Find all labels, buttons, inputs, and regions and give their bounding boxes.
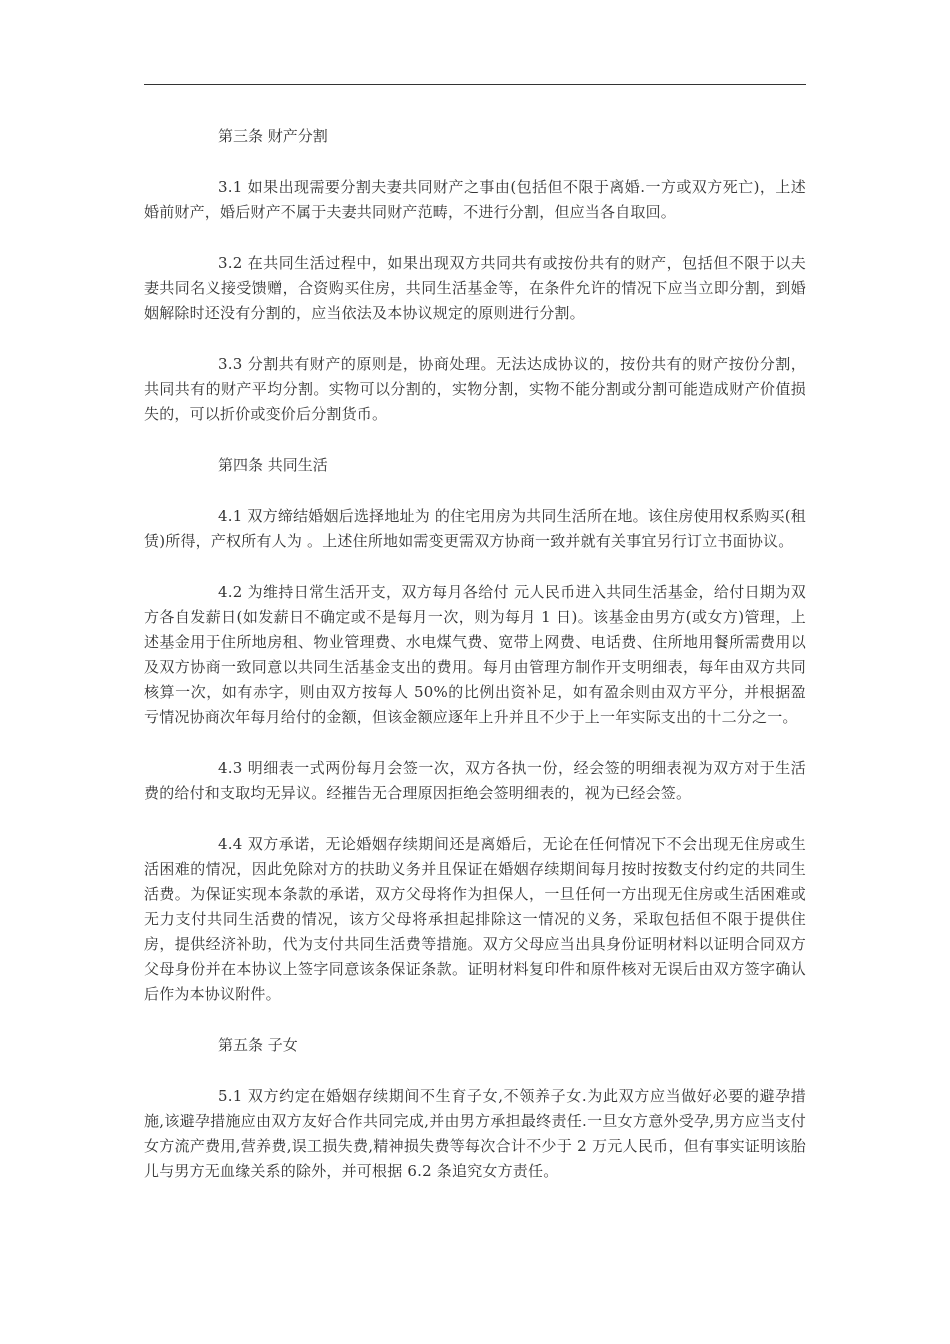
article-heading-3: 第三条 财产分割 bbox=[218, 127, 328, 145]
article-heading-5: 第五条 子女 bbox=[218, 1036, 298, 1054]
article-heading-4: 第四条 共同生活 bbox=[218, 456, 328, 474]
clause-4-2: 4.2 为维持日常生活开支，双方每月各给付 元人民币进入共同生活基金，给付日期为双方各自发薪日(如发薪日不确定或不是每月一次，则为每月 1 日)。该基金由男方(或女方)管理，上述基金用于住所地房租、物业管理费、水电煤气费、宽带上网费、电话费、住所地用餐所需费用以及双方协商一致同意以共同生活基金支出的费用。每月由管理方制作开支明细表，每年由双方共同核算一次，如有赤字，则由双方按每人 50%的比例出资补足，如有盈余则由双方平分，并根据盈亏情况协商次年每月给付的金额，但该金额应逐年上升并且不少于上一年实际支出的十二分之一。 bbox=[144, 583, 806, 726]
clause-3-3: 3.3 分割共有财产的原则是，协商处理。无法达成协议的，按份共有的财产按份分割，共同共有的财产平均分割。实物可以分割的，实物分割，实物不能分割或分割可能造成财产价值损失的，可以折价或变价后分割货币。 bbox=[144, 355, 806, 423]
clause-4-3: 4.3 明细表一式两份每月会签一次，双方各执一份，经会签的明细表视为双方对于生活费的给付和支取均无异议。经摧告无合理原因拒绝会签明细表的，视为已经会签。 bbox=[144, 759, 806, 802]
clause-5-1: 5.1 双方约定在婚姻存续期间不生育子女,不领养子女.为此双方应当做好必要的避孕措施,该避孕措施应由双方友好合作共同完成,并由男方承担最终责任.一旦女方意外受孕,男方应当支付女方流产费用,营养费,误工损失费,精神损失费等每次合计不少于 2 万元人民币，但有事实证明该胎儿与男方无血缘关系的除外，并可根据 6.2 条追究女方责任。 bbox=[144, 1087, 806, 1180]
clause-4-1: 4.1 双方缔结婚姻后选择地址为 的住宅用房为共同生活所在地。该住房使用权系购买(租赁)所得，产权所有人为 。上述住所地如需变更需双方协商一致并就有关事宜另行订立书面协议。 bbox=[144, 507, 806, 550]
document-body bbox=[144, 124, 806, 1210]
clause-3-1: 3.1 如果出现需要分割夫妻共同财产之事由(包括但不限于离婚.一方或双方死亡)，上述婚前财产，婚后财产不属于夫妻共同财产范畴，不进行分割，但应当各自取回。 bbox=[144, 178, 806, 221]
clause-3-2: 3.2 在共同生活过程中，如果出现双方共同共有或按份共有的财产，包括但不限于以夫妻共同名义接受馈赠，合资购买住房，共同生活基金等，在条件允许的情况下应当立即分割，到婚姻解除时还没有分割的，应当依法及本协议规定的原则进行分割。 bbox=[144, 254, 806, 322]
clause-4-4: 4.4 双方承诺，无论婚姻存续期间还是离婚后，无论在任何情况下不会出现无住房或生活困难的情况，因此免除对方的扶助义务并且保证在婚姻存续期间每月按时按数支付约定的共同生活费。为保证实现本条款的承诺，双方父母将作为担保人，一旦任何一方出现无住房或生活困难或无力支付共同生活费的情况，该方父母将承担起排除这一情况的义务，采取包括但不限于提供住房，提供经济补助，代为支付共同生活费等措施。双方父母应当出具身份证明材料以证明合同双方父母身份并在本协议上签字同意该条保证条款。证明材料复印件和原件核对无误后由双方签字确认后作为本协议附件。 bbox=[144, 835, 806, 1003]
header-rule bbox=[144, 84, 806, 85]
